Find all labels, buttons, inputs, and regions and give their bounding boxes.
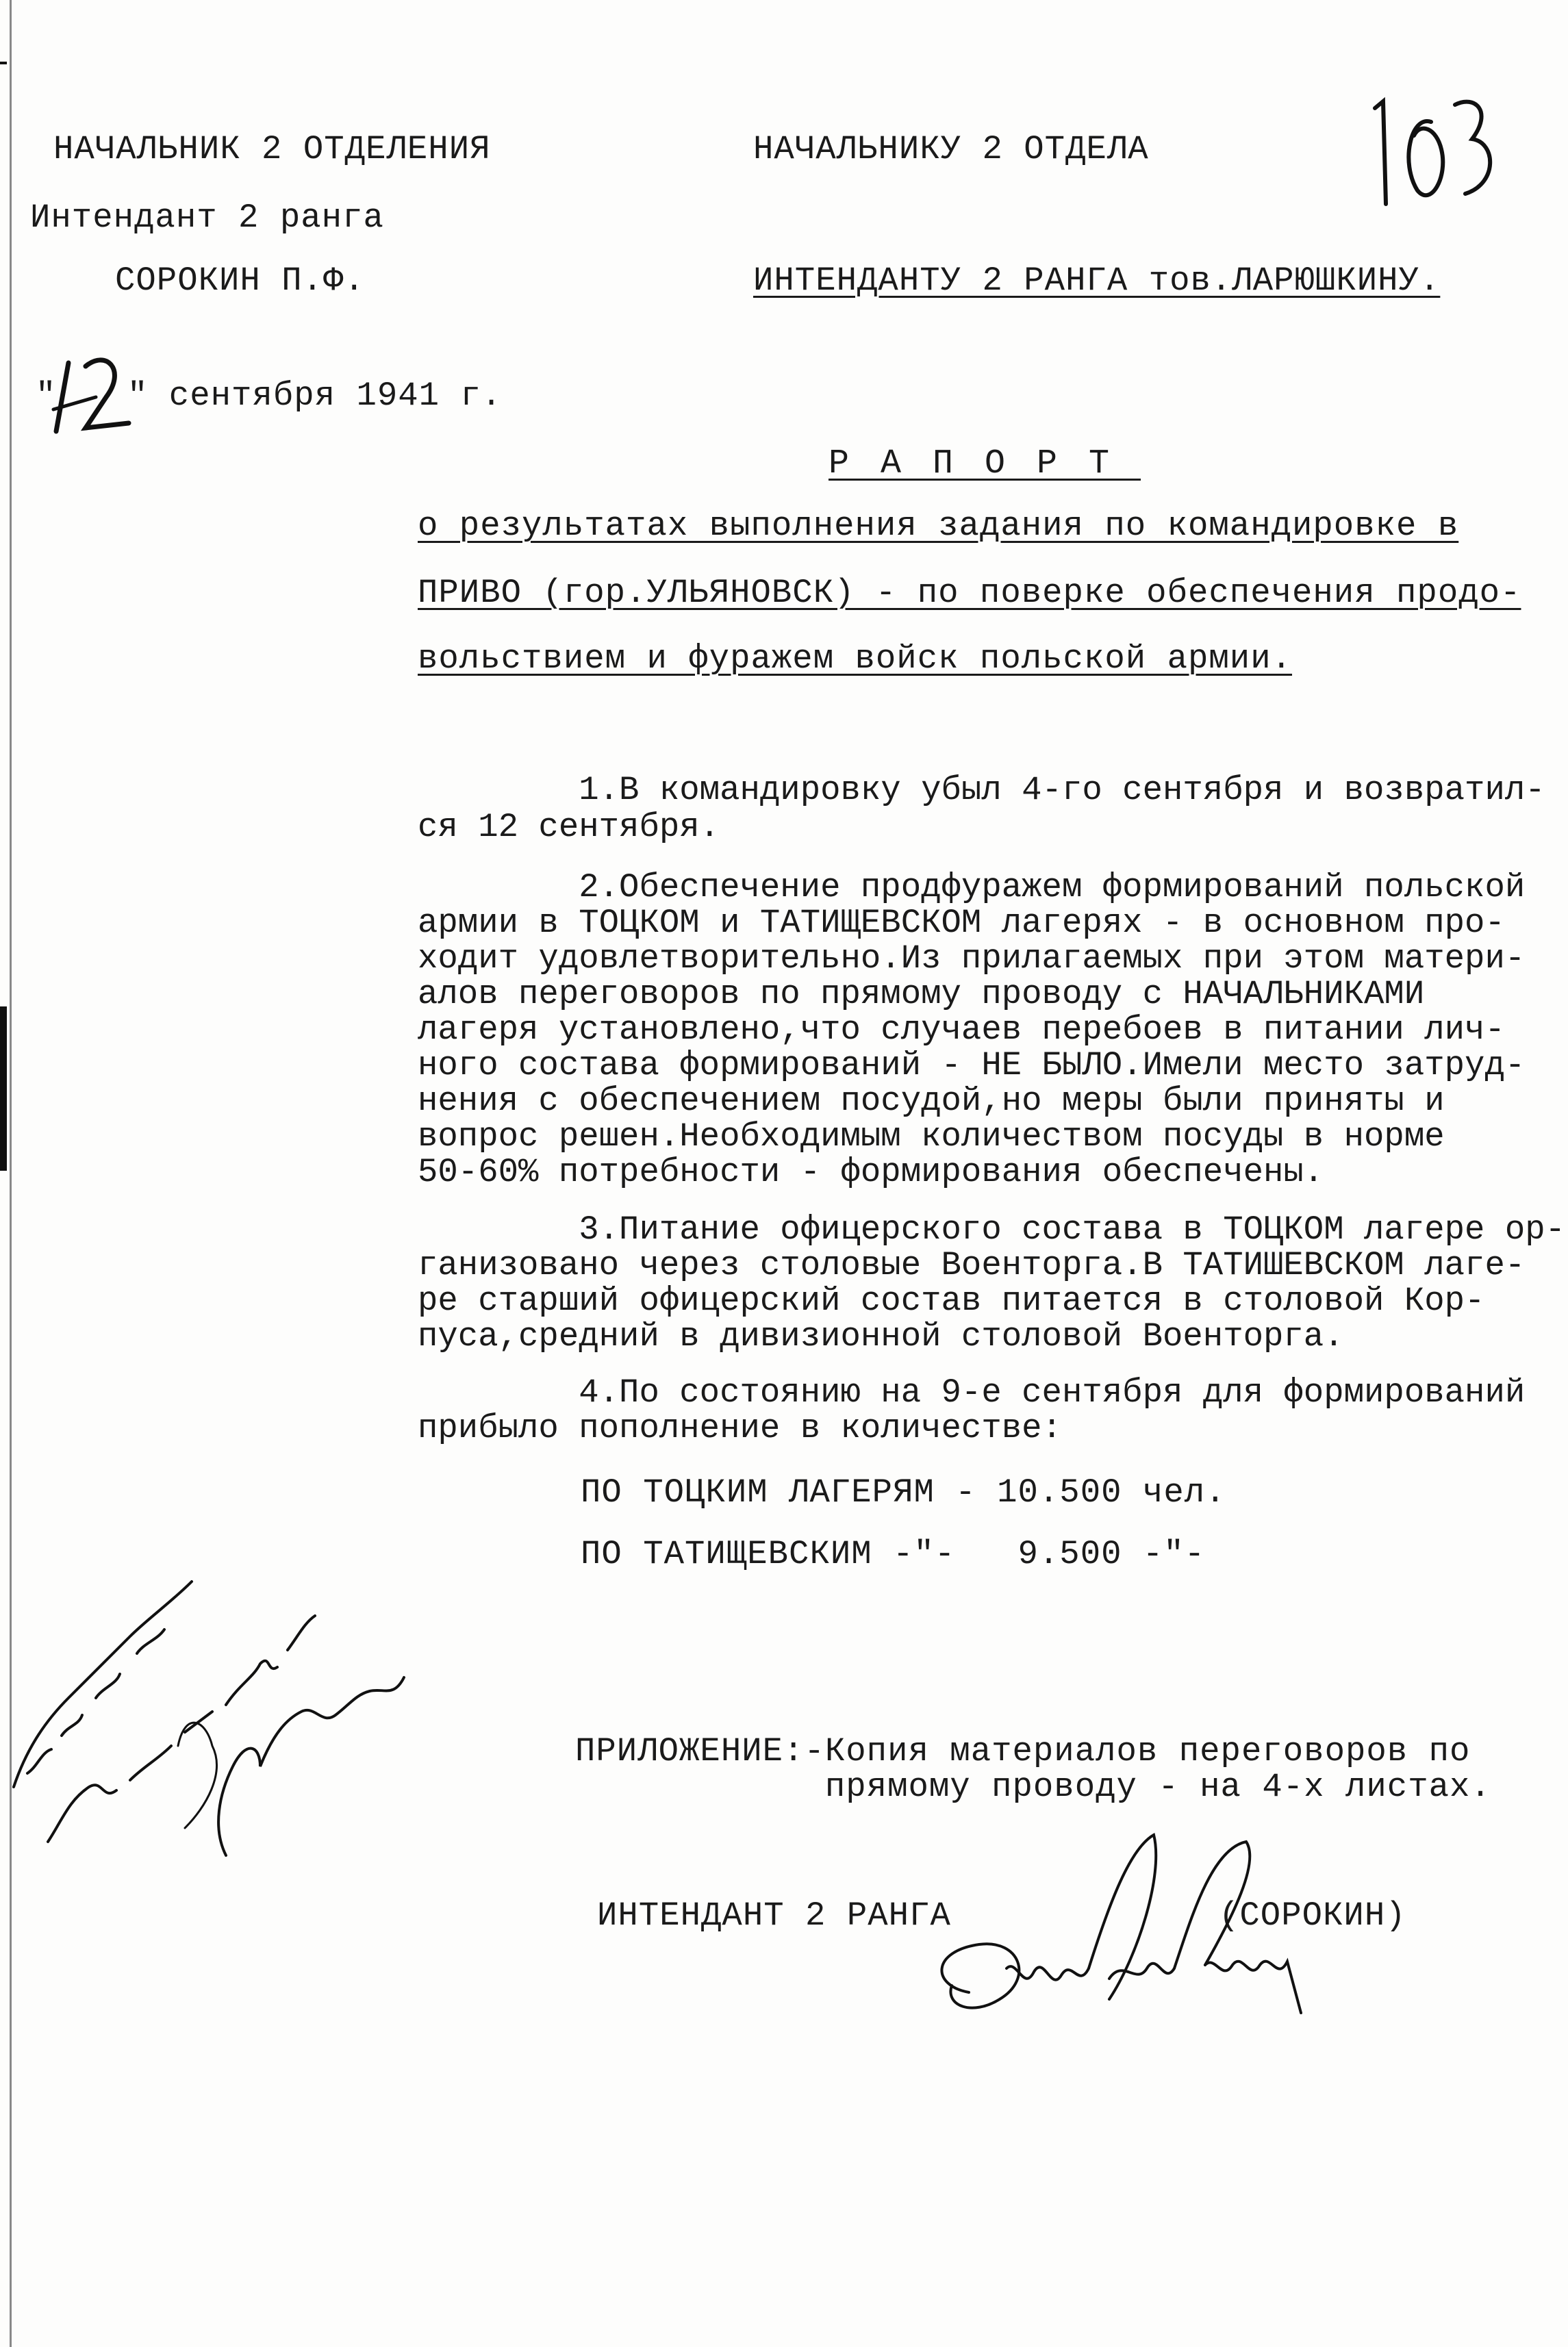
signature-rank: ИНТЕНДАНТ 2 РАНГА — [597, 1896, 951, 1935]
date-day-value: 12 — [48, 437, 49, 438]
paragraph-2-line-3: ходит удовлетворительно.Из прилагаемых при этом матери- — [418, 939, 1526, 978]
count-tatishchevo: ПО ТАТИЩЕВСКИМ -"- 9.500 -"- — [581, 1535, 1206, 1573]
handwritten-margin-note — [0, 1540, 438, 1862]
paragraph-3-line-1: 3.Питание офицерского состава в ТОЦКОМ лагере ор- — [418, 1210, 1566, 1249]
paragraph-2-line-6: ного состава формирований - НЕ БЫЛО.Имели место затруд- — [418, 1046, 1526, 1084]
sender-line-3: СОРОКИН П.Ф. — [115, 262, 365, 300]
paragraph-3-line-3: ре старший офицерский состав питается в столовой Кор- — [418, 1282, 1485, 1320]
sender-line-1: НАЧАЛЬНИК 2 ОТДЕЛЕНИЯ — [53, 130, 491, 168]
paragraph-4-line-2: прибыло пополнение в количестве: — [418, 1409, 1062, 1447]
date-text: " сентября 1941 г. — [127, 377, 503, 415]
date-open-quote: " — [36, 377, 57, 415]
handwritten-day — [48, 342, 137, 438]
sender-line-2: Интендант 2 ранга — [30, 199, 384, 237]
attachment-line-2: прямому проводу - на 4-х листах. — [575, 1768, 1491, 1806]
page-number-value: 103 — [1363, 221, 1364, 222]
document-title: РАПОРТ — [829, 444, 1141, 483]
subject-line-2: ПРИВО (гор.УЛЬЯНОВСК) - по поверке обеспечения продо- — [418, 574, 1521, 612]
handwritten-page-number — [1363, 81, 1500, 225]
paragraph-3-line-2: ганизовано через столовые Военторга.В ТАТИШЕВСКОМ лаге- — [418, 1246, 1526, 1284]
paragraph-2-line-5: лагеря установлено,что случаев перебоев в питании лич- — [418, 1011, 1505, 1049]
paragraph-2-line-2: армии в ТОЦКОМ и ТАТИЩЕВСКОМ лагерях - в основном про- — [418, 904, 1505, 942]
paragraph-2-line-4: алов переговоров по прямому проводу с НАЧАЛЬНИКАМИ — [418, 975, 1425, 1013]
paragraph-4-line-1: 4.По состоянию на 9-е сентября для формирований — [418, 1373, 1526, 1412]
paragraph-2-line-8: вопрос решен.Необходимым количеством посуды в норме — [418, 1117, 1445, 1156]
scan-edge-mark — [0, 1006, 7, 1171]
paragraph-2-line-7: нения с обеспечением посудой,но меры были приняты и — [418, 1082, 1445, 1120]
paragraph-1-line-1: 1.В командировку убыл 4-го сентября и возвратил- — [418, 771, 1545, 809]
attachment-line-1: ПРИЛОЖЕНИЕ:-Копия материалов переговоров по — [575, 1732, 1471, 1771]
recipient-line-2: ИНТЕНДАНТУ 2 РАНГА тов.ЛАРЮШКИНУ. — [753, 262, 1441, 300]
subject-line-3: вольствием и фуражем войск польской армии. — [418, 639, 1293, 678]
paragraph-1-line-2: ся 12 сентября. — [418, 808, 720, 846]
scan-edge-tick — [0, 62, 7, 64]
scan-edge-line — [10, 0, 12, 2347]
recipient-line-1: НАЧАЛЬНИКУ 2 ОТДЕЛА — [753, 130, 1149, 168]
count-totskoye: ПО ТОЦКИМ ЛАГЕРЯМ - 10.500 чел. — [581, 1473, 1226, 1512]
paragraph-2-line-1: 2.Обеспечение продфуражем формирований польской — [418, 868, 1526, 906]
paragraph-3-line-4: пуса,средний в дивизионной столовой Военторга. — [418, 1317, 1344, 1356]
subject-line-1: о результатах выполнения задания по командировке в — [418, 507, 1459, 545]
paragraph-2-line-9: 50-60% потребности - формирования обеспечены. — [418, 1153, 1324, 1191]
signature-name: (СОРОКИН) — [1219, 1896, 1406, 1935]
